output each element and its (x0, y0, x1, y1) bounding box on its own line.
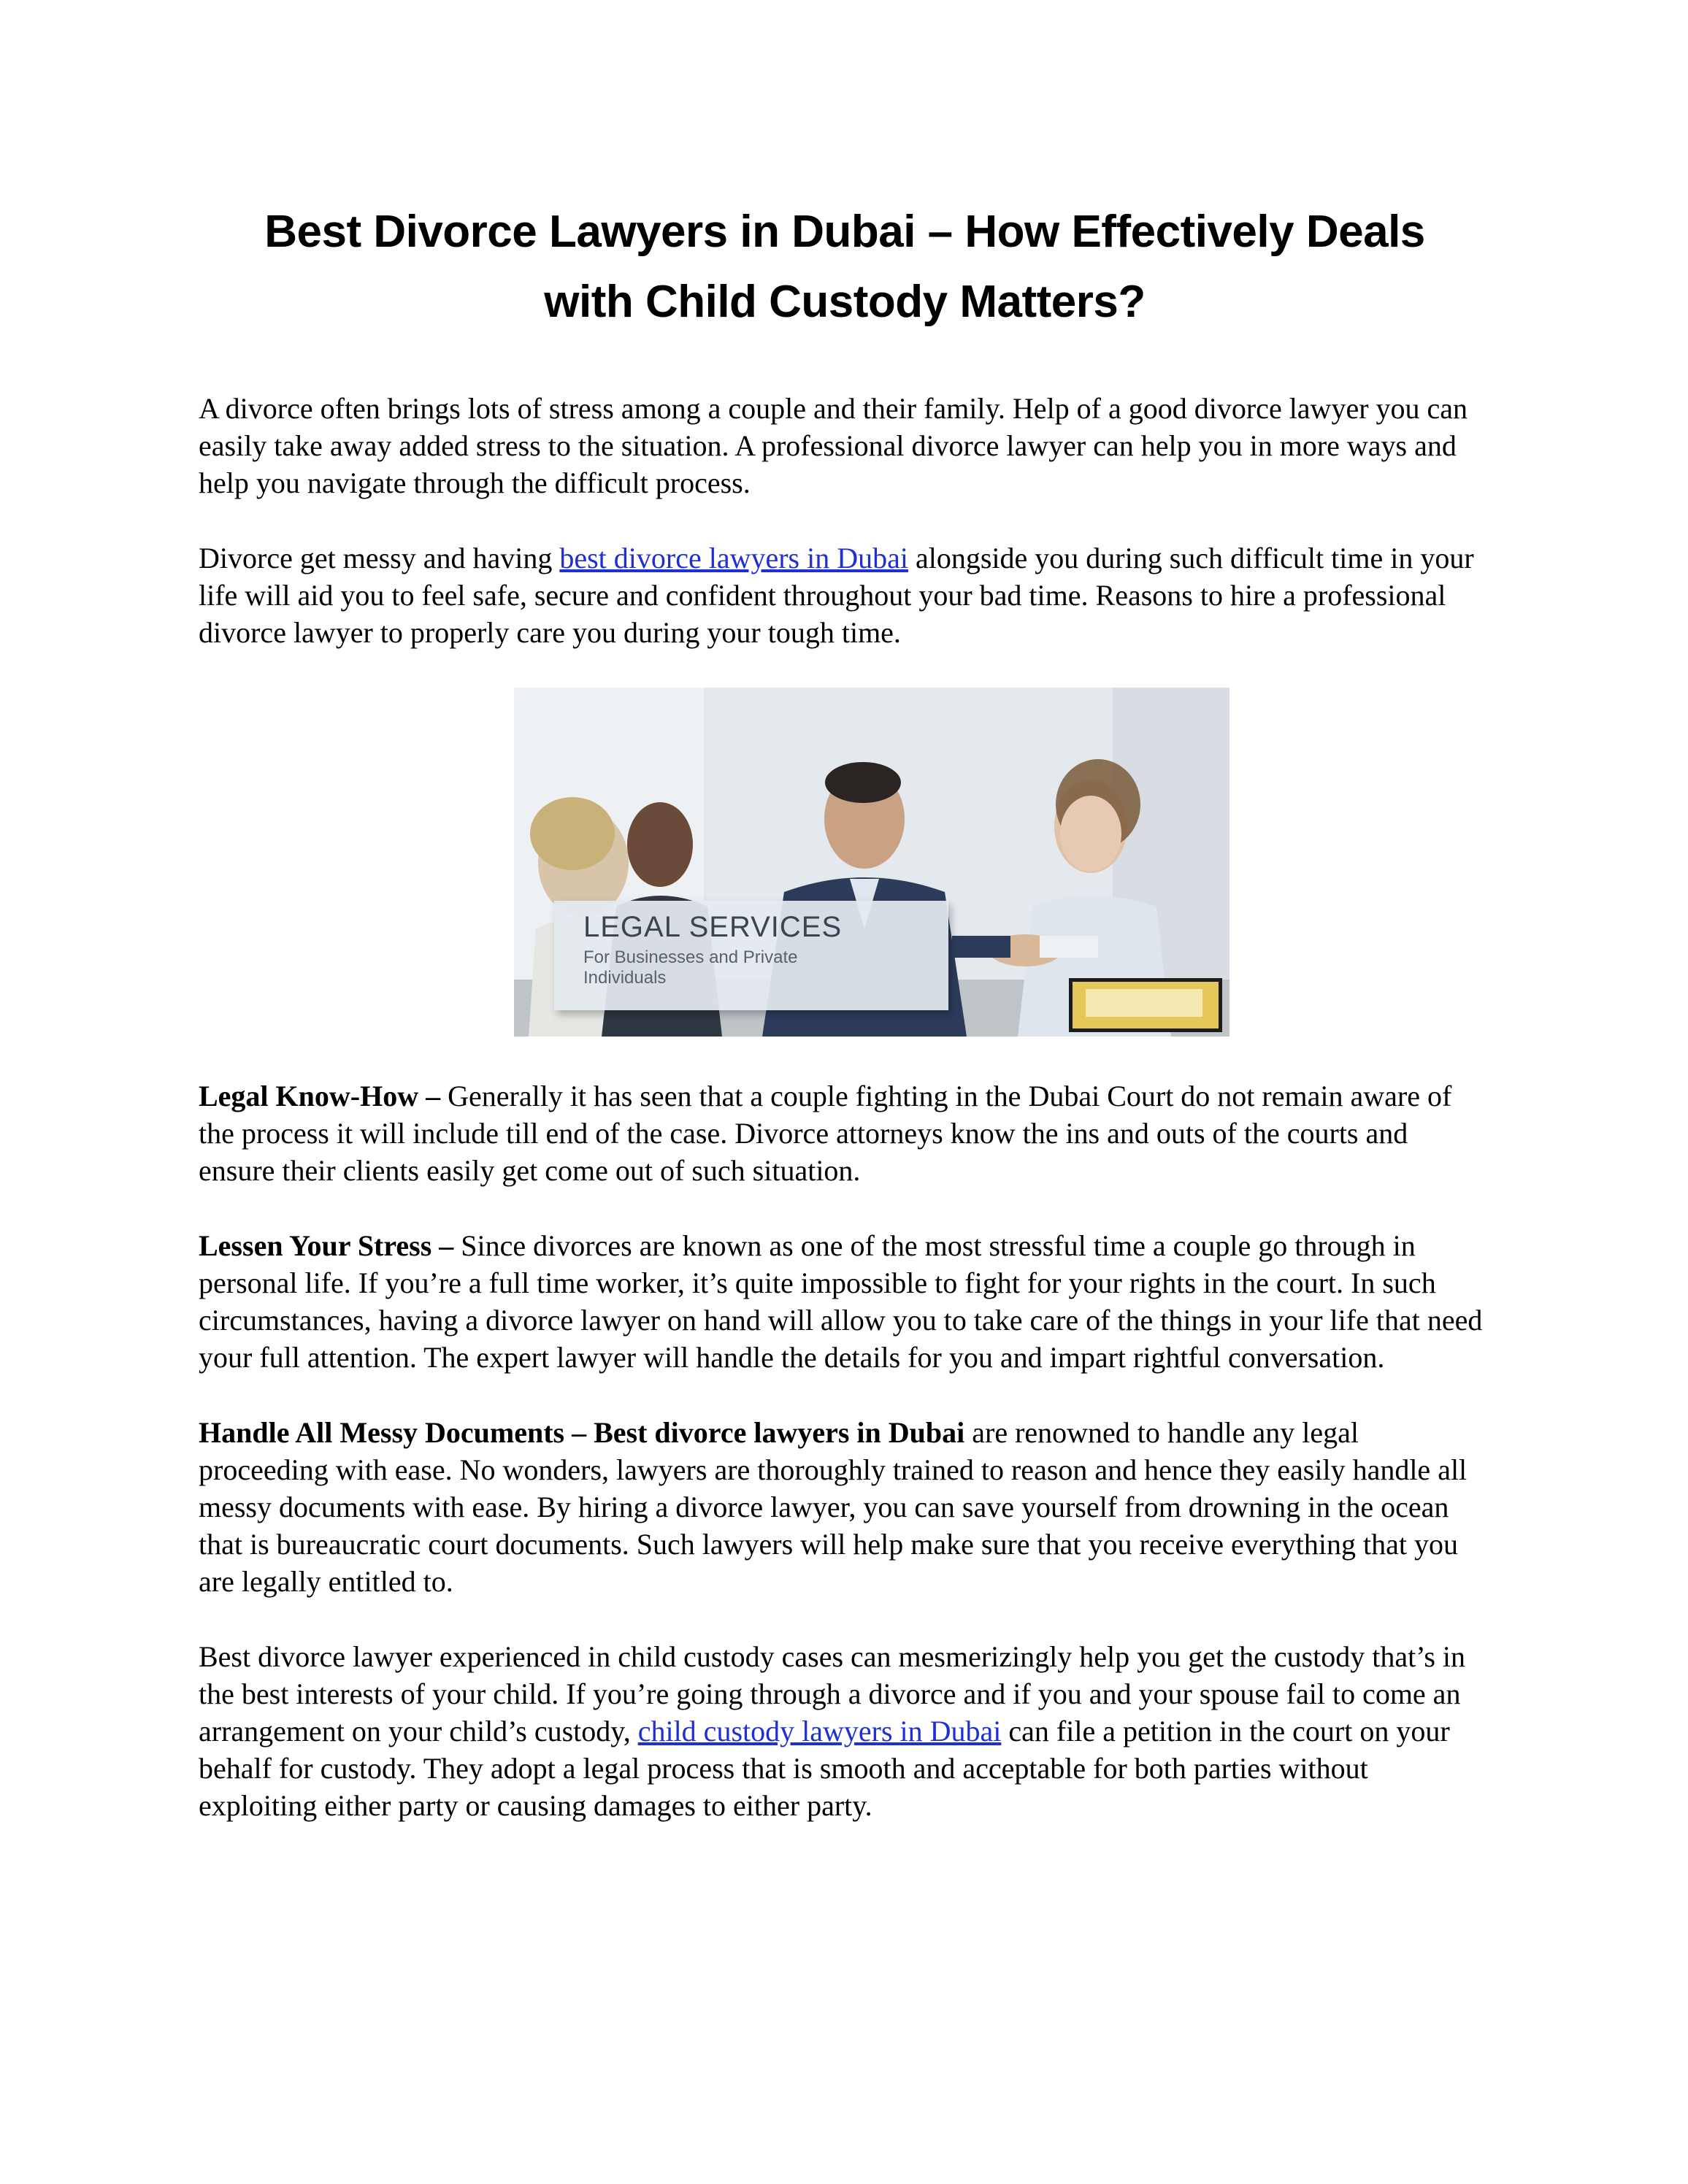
logo-icon (1086, 989, 1202, 1017)
closing-text-after: can file a petition in the court on your behalf for custody. They adopt a legal process that is smooth and acceptable for both parties without exploiting either party or causing damages to either party. (199, 1715, 1450, 1822)
best-divorce-lawyers-link[interactable]: best divorce lawyers in Dubai (559, 542, 908, 574)
documents-paragraph (199, 1414, 1491, 1600)
title-line-2: with Child Custody Matters? (544, 277, 1146, 327)
document-page (199, 197, 1491, 1824)
know-how-text: Generally it has seen that a couple fighting in the Dubai Court do not remain aware of the process it will include till end of the case. Divorce attorneys know the ins and outs of the courts and ensure their clients easily get come out of such situation. (199, 1080, 1452, 1187)
page-title (199, 197, 1491, 337)
documents-text: are renowned to handle any legal proceeding with ease. No wonders, lawyers are thoroughly trained to reason and hence they easily handle all messy documents with ease. By hiring a divorce lawyer, you can save yourself from drowning in the ocean that is bureaucratic court documents. Such lawyers will help make sure that you receive everything that you are legally entitled to. (199, 1416, 1468, 1598)
second-paragraph (199, 539, 1491, 651)
closing-text-before: Best divorce lawyer experienced in child custody cases can mesmerizingly help you get the custody that’s in the best interests of your child. If you’re going through a divorce and if you and your spouse fail to come an arrangement on your child’s custody, (199, 1640, 1466, 1747)
closing-paragraph (199, 1638, 1491, 1824)
know-how-paragraph (199, 1077, 1491, 1189)
intro-text: A divorce often brings lots of stress among a couple and their family. Help of a good divorce lawyer you can easily take away added stress to the situation. A professional divorce lawyer can help you in more ways and help you navigate through the difficult process. (199, 392, 1468, 499)
child-custody-lawyers-link[interactable]: child custody lawyers in Dubai (637, 1715, 1002, 1747)
legal-services-image (514, 688, 1229, 1037)
company-logo-stamp (1069, 978, 1222, 1032)
intro-paragraph (199, 390, 1491, 501)
second-text-before: Divorce get messy and having (199, 542, 560, 574)
stress-paragraph (199, 1227, 1491, 1376)
stress-heading: Lessen Your Stress – (199, 1229, 461, 1262)
know-how-heading: Legal Know-How – (199, 1080, 448, 1112)
legal-services-title: LEGAL SERVICES (583, 911, 843, 943)
documents-heading: Handle All Messy Documents – Best divorce lawyers in Dubai (199, 1416, 965, 1449)
title-line-1: Best Divorce Lawyers in Dubai – How Effectively Deals (264, 207, 1425, 257)
stress-text: Since divorces are known as one of the most stressful time a couple go through in personal life. If you’re a full time worker, it’s quite impossible to fight for your rights in the court. In such circumstances, having a divorce lawyer on hand will allow you to take care of the things in your life that need your full attention. The expert lawyer will handle the details for you and impart rightful conversation. (199, 1229, 1483, 1374)
legal-services-subtitle: For Businesses and Private Individuals (583, 947, 798, 988)
second-text-after: alongside you during such difficult time in your life will aid you to feel safe, secure and confident throughout your bad time. Reasons to hire a professional divorce lawyer to properly care you during your tough time. (199, 542, 1474, 649)
